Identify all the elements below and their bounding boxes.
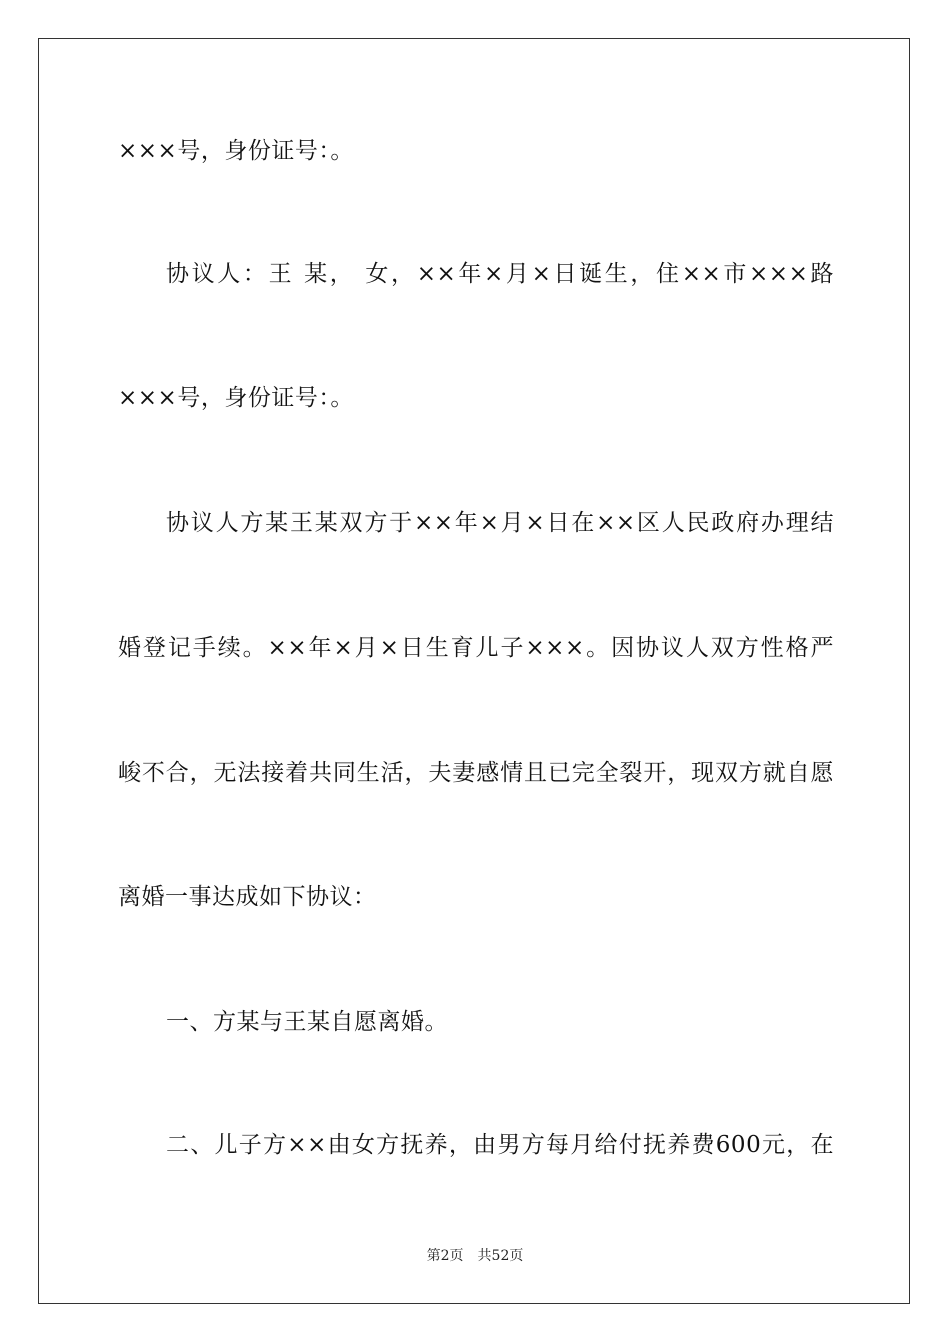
text-line-1: ×××号，身份证号：。 <box>118 138 354 164</box>
text-line-5: 婚登记手续。××年×月×日生育儿子×××。因协议人双方性格严 <box>118 635 834 661</box>
text-line-4: 协议人方某王某双方于××年×月×日在××区人民政府办理结 <box>166 510 834 536</box>
page-footer <box>0 1246 950 1266</box>
page-frame <box>38 38 910 1304</box>
total-pages: 共52页 <box>477 1248 524 1264</box>
text-line-6: 峻不合，无法接着共同生活，夫妻感情且已完全裂开，现双方就自愿 <box>118 760 834 786</box>
page-number: 第2页 <box>426 1248 464 1264</box>
text-line-2: 协议人：王 某， 女，××年×月×日诞生，住××市×××路 <box>166 261 834 287</box>
text-line-9: 二、儿子方××由女方抚养，由男方每月给付抚养费600元，在 <box>166 1132 834 1158</box>
text-line-3: ×××号，身份证号：。 <box>118 385 354 411</box>
text-line-7: 离婚一事达成如下协议： <box>118 884 377 910</box>
text-line-8: 一、方某与王某自愿离婚。 <box>166 1009 448 1035</box>
